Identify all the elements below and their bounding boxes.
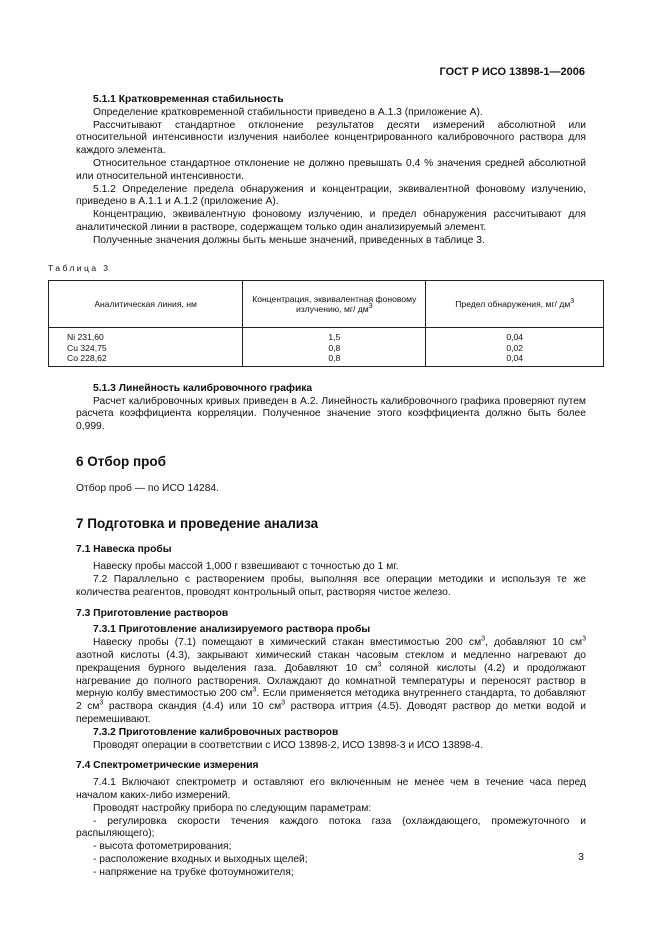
table-cell: 0,8 — [243, 343, 426, 354]
table-header-cell: Концентрация, эквивалентная фоновому излучению, мг/ $дм^3$ — [243, 281, 426, 328]
section-7-3-1-heading: 7.3.1 Приготовление анализируемого раствора пробы — [93, 624, 371, 636]
paragraph: Расчет калибровочных кривых приведен в А.2. Линейность калибровочного графика проверяют путем расчета коэффициента корреляции. Полученное значение этого коэффициента должно быть более 0,999. — [76, 395, 586, 433]
table-header-cell: Предел обнаружения, мг/ $дм^3$ — [426, 281, 604, 328]
table-row — [49, 328, 604, 343]
list-item: - расположение входных и выходных щелей; — [93, 853, 308, 865]
table-3 — [48, 280, 604, 367]
table-cell: 0,02 — [426, 343, 604, 354]
table-cell: 0,04 — [426, 353, 604, 366]
section-7-4-heading: 7.4 Спектрометрические измерения — [76, 760, 259, 772]
paragraph: Навеску пробы (7.1) помещают в химический стакан вместимостью 200 $см^3$, добавляют 10 $см^3$ азотной кислоты (4.3), закрывают химический стакан часовым стеклом и медленно нагревают до прекращения бурного выделения газа. Добавляют 10 $см^3$ соляной кислоты (4.2) и продолжают нагревание до полного растворения. Охлаждают до комнатной температуры и переносят раствор в мерную колбу вместимостью 200 $см^3$. Если применяется методика внутреннего стандарта, то добавляют 2 $см^3$ раствора скандия (4.4) или 10 $см^3$ раствора иттрия (4.5). Доводят раствор до метки водой и перемешивают. — [76, 635, 586, 725]
paragraph: Проводят операции в соответствии с ИСО 13898-2, ИСО 13898-3 и ИСО 13898-4. — [93, 739, 484, 751]
table-cell: Ni 231,60 — [49, 328, 243, 343]
paragraph: Концентрацию, эквивалентную фоновому излучению, и предел обнаружения рассчитывают для аналитической линии в растворе, содержащем только один анализируемый элемент. — [76, 209, 586, 233]
section-5-1-3-heading: 5.1.3 Линейность калибровочного графика — [93, 382, 313, 394]
paragraph: Полученные значения должны быть меньше значений, приведенных в таблице 3. — [93, 234, 485, 246]
list-item: - напряжение на трубке фотоумножителя; — [93, 866, 294, 878]
table-header-cell: Аналитическая линия, нм — [49, 281, 243, 328]
table-cell: Co 228,62 — [49, 353, 243, 366]
paragraph: 7.2 Параллельно с растворением пробы, выполняя все операции методики и используя те же количества реагентов, проводят контрольный опыт, растворяя чистое железо. — [76, 574, 586, 598]
paragraph: Рассчитывают стандартное отклонение результатов десяти измерений абсолютной или относительной интенсивности излучения наиболее концентрированного калибровочного раствора для каждого элемента. — [76, 119, 586, 157]
table-header-row — [49, 281, 604, 328]
table-caption: Таблица 3 — [48, 262, 111, 273]
document-header: ГОСТ Р ИСО 13898-1—2006 — [439, 66, 585, 78]
list-item: - высота фотометрирования; — [93, 841, 232, 853]
page-number: 3 — [578, 851, 584, 863]
paragraph: 5.1.2 Определение предела обнаружения и концентрации, эквивалентной фоновому излучению, приведено в А.1.1 и А.1.2 (приложение А). — [76, 183, 586, 208]
page-content — [48, 94, 586, 880]
table-row — [49, 353, 604, 366]
table-cell: Cu 324,75 — [49, 343, 243, 354]
paragraph: Определение кратковременной стабильности приведено в А.1.3 (приложение А). — [93, 106, 483, 118]
section-6-heading: 6 Отбор проб — [76, 454, 166, 470]
section-7-3-2-heading: 7.3.2 Приготовление калибровочных растворов — [93, 726, 339, 738]
section-7-3-heading: 7.3 Приготовление растворов — [76, 607, 229, 619]
section-7-heading: 7 Подготовка и проведение анализа — [76, 515, 319, 531]
section-7-1-heading: 7.1 Навеска пробы — [76, 544, 172, 556]
paragraph: Относительное стандартное отклонение не должно превышать 0,4 % значения средней абсолютной или относительной интенсивности. — [76, 157, 586, 182]
list-item: - регулировка скорости течения каждого потока газа (охлаждающего, промежуточного и распыляющего); — [76, 815, 586, 840]
table-cell: 1,5 — [243, 328, 426, 343]
paragraph: Отбор проб — по ИСО 14284. — [76, 482, 220, 494]
table-cell: 0,04 — [426, 328, 604, 343]
section-5-1-1-heading: 5.1.1 Кратковременная стабильность — [93, 94, 284, 105]
paragraph: Проводят настройку прибора по следующим параметрам: — [93, 802, 372, 814]
paragraph: 7.4.1 Включают спектрометр и оставляют его включенным не менее чем в течение часа перед началом каких-либо измерений. — [76, 777, 586, 801]
paragraph: Навеску пробы массой 1,000 г взвешивают с точностью до 1 мг. — [93, 561, 399, 573]
table-cell: 0,8 — [243, 353, 426, 366]
table-row — [49, 343, 604, 354]
